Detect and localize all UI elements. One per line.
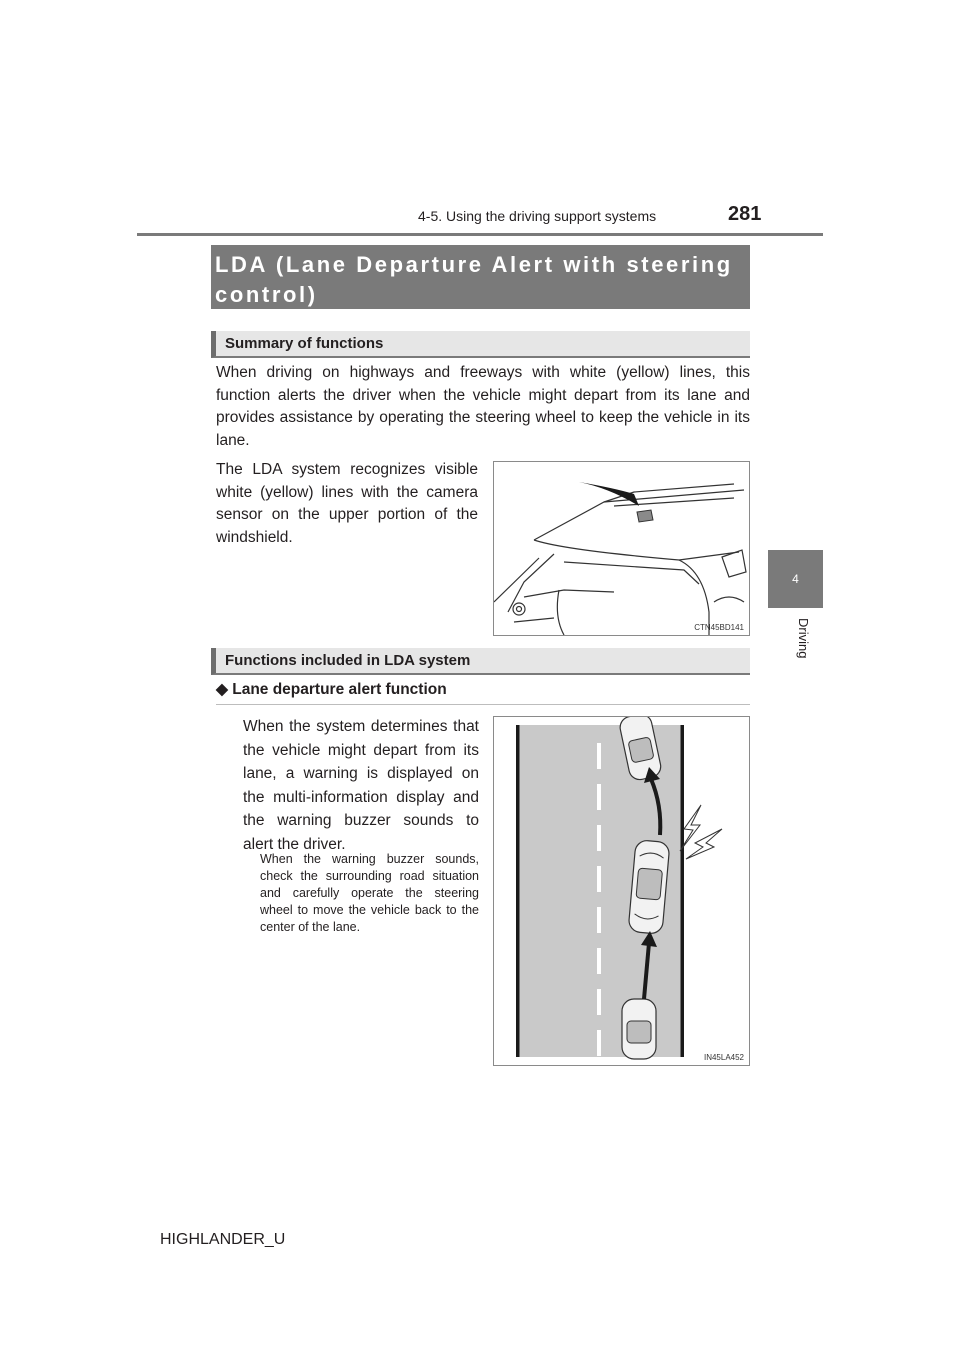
figure-code: IN45LA452 bbox=[703, 1053, 744, 1062]
chapter-tab-label: Driving bbox=[796, 618, 811, 659]
windshield-camera-drawing bbox=[494, 462, 749, 635]
camera-paragraph: The LDA system recognizes visible white (yellow) lines with the camera sensor on the upper portion of the windshield. bbox=[216, 461, 478, 546]
figure-code: CTN45BD141 bbox=[694, 623, 744, 632]
diamond-bullet-icon: ◆ bbox=[216, 681, 228, 698]
summary-paragraph: When driving on highways and freeways with white (yellow) lines, this function alerts the driver when the vehicle might depart from its lane and provides assistance by operating the steering wheel to keep the vehicle in its lane. bbox=[216, 364, 750, 449]
section-heading-functions: Functions included in LDA system bbox=[211, 648, 750, 675]
section-heading-summary: Summary of functions bbox=[211, 331, 750, 358]
page-number: 281 bbox=[728, 203, 762, 225]
running-header-section: 4-5. Using the driving support systems bbox=[418, 208, 657, 224]
lane-alert-paragraph: When the system determines that the vehicle might depart from its lane, a warning is displayed on the multi-information display and the warning buzzer sounds to alert the driver. bbox=[243, 718, 479, 853]
subsection-heading-text: Lane departure alert function bbox=[232, 681, 447, 698]
buzzer-note: When the warning buzzer sounds, check the surrounding road situation and carefully operate the steering wheel to move the vehicle back to the center of the lane. bbox=[260, 852, 479, 934]
chapter-tab-number: 4 bbox=[792, 572, 799, 586]
subsection-heading bbox=[216, 680, 447, 699]
road-drawing bbox=[494, 717, 749, 1065]
header-rule bbox=[137, 233, 823, 236]
page-title: LDA (Lane Departure Alert with steering control) bbox=[211, 245, 750, 309]
footer-model: HIGHLANDER_U bbox=[160, 1231, 286, 1248]
subsection-rule bbox=[216, 704, 750, 705]
camera-illustration bbox=[493, 461, 750, 636]
lane-departure-illustration bbox=[493, 716, 750, 1066]
